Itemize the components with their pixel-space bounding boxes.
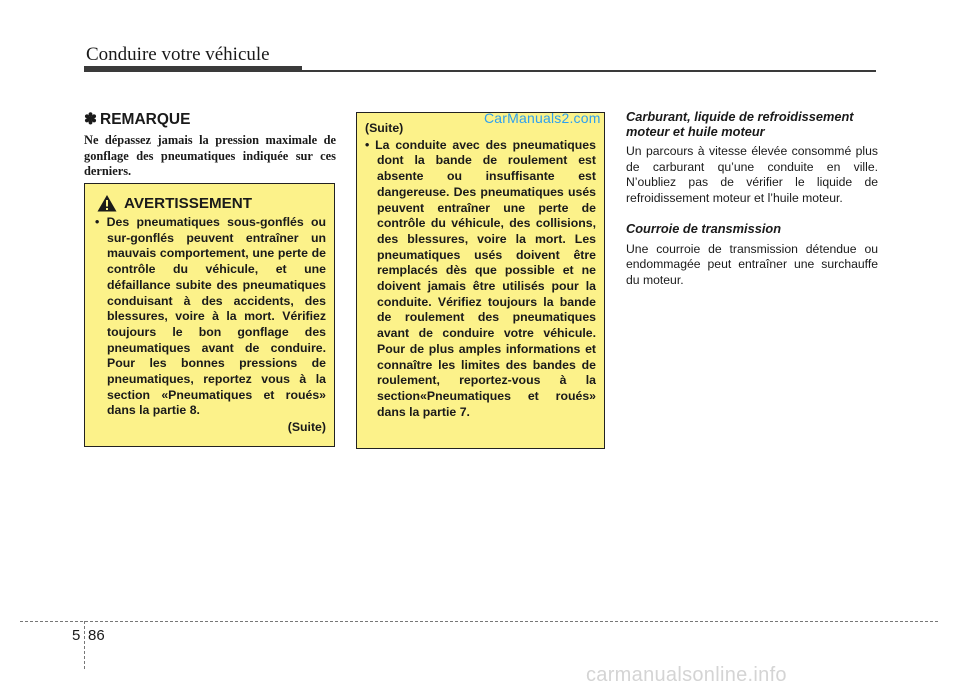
section-fuel-body: Un parcours à vitesse élevée consommé plus de carburant qu’une conduite en ville. N’oubliez pas de vérifier le liquide de refroidissement moteur et l’huile moteur. <box>626 144 878 205</box>
site-watermark[interactable]: carmanualsonline.info <box>586 664 787 686</box>
remarque-body: Ne dépassez jamais la pression maximale de gonflage des pneumatiques indiquée sur ces derniers. <box>84 133 336 178</box>
warning-triangle-icon <box>97 194 117 212</box>
section-number: 5 <box>72 627 81 644</box>
warning-box-1 <box>84 183 335 447</box>
warning-1-text: • Des pneumatiques sous-gonflés ou sur-gonflés peuvent entraîner un mauvais comportement, une perte de contrôle du véhicule, et une défaillance subite des pneumatiques conduisant à des accidents, des blessures, voire à la mort. Vérifiez toujours le bon gonflage des pneumatiques avant de conduire. Pour les bonnes pressions de pneumatiques, reportez vous à la section «Pneumatiques et roués» dans la partie 8. <box>95 215 326 418</box>
page-header-title: Conduire votre véhicule <box>86 44 270 65</box>
warning-title: AVERTISSEMENT <box>124 194 252 212</box>
remarque-title: REMARQUE <box>100 111 191 128</box>
section-belt-body: Une courroie de transmission détendue ou endommagée peut entraîner une surchauffe du moteur. <box>626 241 878 287</box>
warning-box-2 <box>356 112 605 449</box>
warning-2-suite: (Suite) <box>365 121 404 135</box>
warning-heading <box>97 194 326 212</box>
footer-rule <box>20 621 938 622</box>
warning-2-text: • La conduite avec des pneumatiques dont la bande de roulement est absente ou insuffisante est dangereuse. Des pneumatiques usés peuvent entraîner une perte de contrôle du véhicule, des collisions, des blessures, voire la mort. Les pneumatiques usés doivent être remplacés dès que possible et ne doivent jamais être utilisés pour la conduite. Vérifiez toujours la bande de roulement des pneumatiques avant de conduire votre véhicule. Pour de plus amples informations et connaître les limites des bandes de roulement, reportez-vous à la section«Pneumatiques et roués» dans la partie 7. <box>365 137 596 419</box>
asterisk-icon: ✽ <box>84 111 97 128</box>
section-belt-title: Courroie de transmission <box>626 221 782 236</box>
watermark-link[interactable]: CarManuals2.com <box>484 110 601 126</box>
remarque-note <box>84 110 336 180</box>
header-rule <box>302 70 876 72</box>
right-column <box>626 110 878 288</box>
header-bar-dark <box>84 66 302 72</box>
remarque-heading <box>84 110 336 129</box>
page-number: 86 <box>88 627 105 644</box>
section-fuel-title: Carburant, liquide de refroidissement moteur et huile moteur <box>626 109 854 139</box>
footer-divider <box>84 621 85 669</box>
warning-1-suite: (Suite) <box>287 420 326 435</box>
